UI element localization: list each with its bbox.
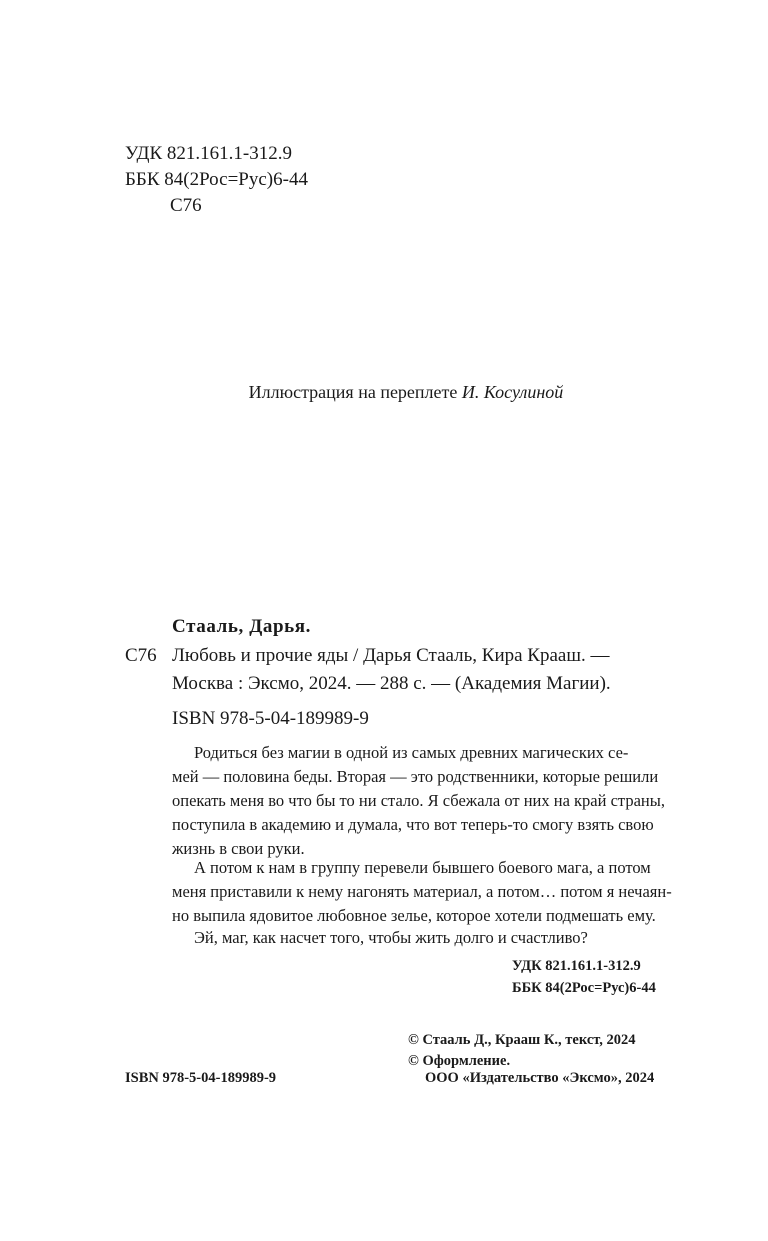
bbk-code-bottom: ББК 84(2Рос=Рус)6-44 [512, 980, 656, 996]
copyright-design: © Оформление. [408, 1053, 511, 1069]
annotation-line: меня приставили к нему нагонять материал, а потом… потом я нечаян- [172, 882, 672, 901]
bib-isbn: ISBN 978-5-04-189989-9 [172, 708, 369, 729]
bib-author-mark: С76 [125, 645, 157, 666]
udk-code-bottom: УДК 821.161.1-312.9 [512, 958, 641, 974]
illustration-artist: И. Косулиной [461, 382, 564, 402]
annotation-line: Эй, маг, как насчет того, чтобы жить долго и счастливо? [194, 928, 588, 947]
illustration-text: Иллюстрация на переплете [248, 382, 458, 402]
annotation-line: но выпила ядовитое любовное зелье, которое хотели подмешать ему. [172, 906, 656, 925]
author-mark: С76 [170, 195, 202, 216]
annotation-line: опекать меня во что бы то ни стало. Я сбежала от них на край страны, [172, 791, 665, 810]
annotation-line: Родиться без магии в одной из самых древних магических се- [194, 743, 629, 762]
annotation-line: жизнь в свои руки. [172, 839, 305, 858]
copyright-publisher: ООО «Издательство «Эксмо», 2024 [425, 1070, 655, 1086]
annotation-line: мей — половина беды. Вторая — это родственники, которые решили [172, 767, 659, 786]
bib-author: Стааль, Дарья. [172, 616, 312, 637]
isbn-bottom: ISBN 978-5-04-189989-9 [125, 1070, 277, 1086]
bib-line-1: Любовь и прочие яды / Дарья Стааль, Кира Крааш. — [172, 645, 610, 666]
copyright-text: © Стааль Д., Крааш К., текст, 2024 [408, 1032, 636, 1048]
illustration-credit [0, 382, 768, 403]
annotation-line: поступила в академию и думала, что вот теперь-то смогу взять свою [172, 815, 654, 834]
annotation-line: А потом к нам в группу перевели бывшего боевого мага, а потом [194, 858, 651, 877]
bbk-code: ББК 84(2Рос=Рус)6-44 [125, 169, 308, 190]
bib-line-2: Москва : Эксмо, 2024. — 288 с. — (Академия Магии). [172, 673, 611, 694]
udk-code: УДК 821.161.1-312.9 [125, 143, 292, 164]
